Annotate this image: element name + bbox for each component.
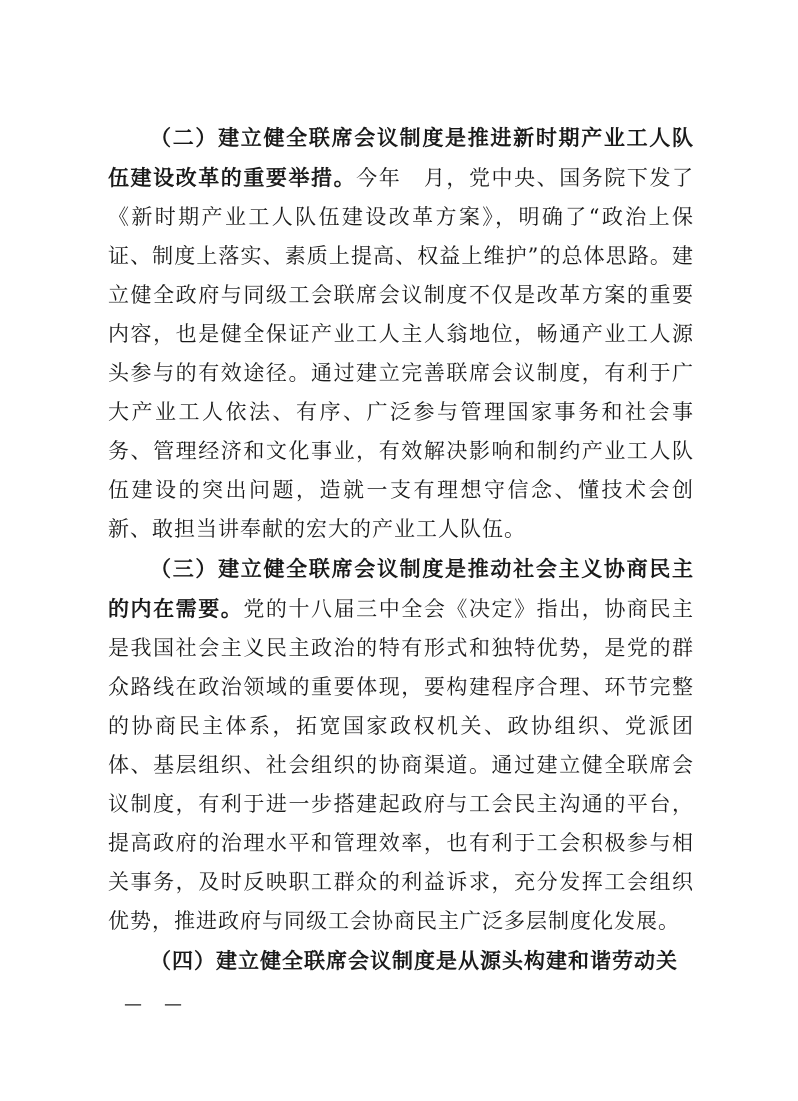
section-3-body: 党的十八届三中全会《决定》指出，协商民主是我国社会主义民主政治的特有形式和独特优势，是党的群众路线在政治领域的重要体现，要构建程序合理、环节完整的协商民主体系，拓宽国家政权机关、政协组织、党派团体、基层组织、社会组织的协商渠道。通过建立健全联席会议制度，有利于进一步搭建起政府与工会民主沟通的平台，提高政府的治理水平和管理效率，也有利于工会积极参与相关事务，及时反映职工群众的利益诉求，充分发挥工会组织优势，推进政府与同级工会协商民主广泛多层制度化发展。	[108, 597, 695, 933]
section-4-heading: （四）建立健全联席会议制度是从源头构建和谐劳动关	[150, 948, 678, 973]
page-number: — —	[124, 994, 184, 1015]
section-3-heading: （三）建立健全联席会议制度是推动社会主义协商民主的内在需要。	[108, 556, 694, 621]
body-text	[108, 118, 694, 981]
section-2-heading: （二）建立健全联席会议制度是推进新时期产业工人队伍建设改革的重要举措。	[108, 125, 694, 190]
paragraph-section-3	[108, 549, 694, 941]
paragraph-section-2	[108, 118, 694, 549]
paragraph-section-4	[108, 941, 694, 981]
section-2-body: 今年 月，党中央、国务院下发了《新时期产业工人队伍建设改革方案》，明确了“政治上保证、制度上落实、素质上提高、权益上维护”的总体思路。建立健全政府与同级工会联席会议制度不仅是改革方案的重要内容，也是健全保证产业工人主人翁地位，畅通产业工人源头参与的有效途径。通过建立完善联席会议制度，有利于广大产业工人依法、有序、广泛参与管理国家事务和社会事务、管理经济和文化事业，有效解决影响和制约产业工人队伍建设的突出问题，造就一支有理想守信念、懂技术会创新、敢担当讲奉献的宏大的产业工人队伍。	[108, 166, 695, 541]
